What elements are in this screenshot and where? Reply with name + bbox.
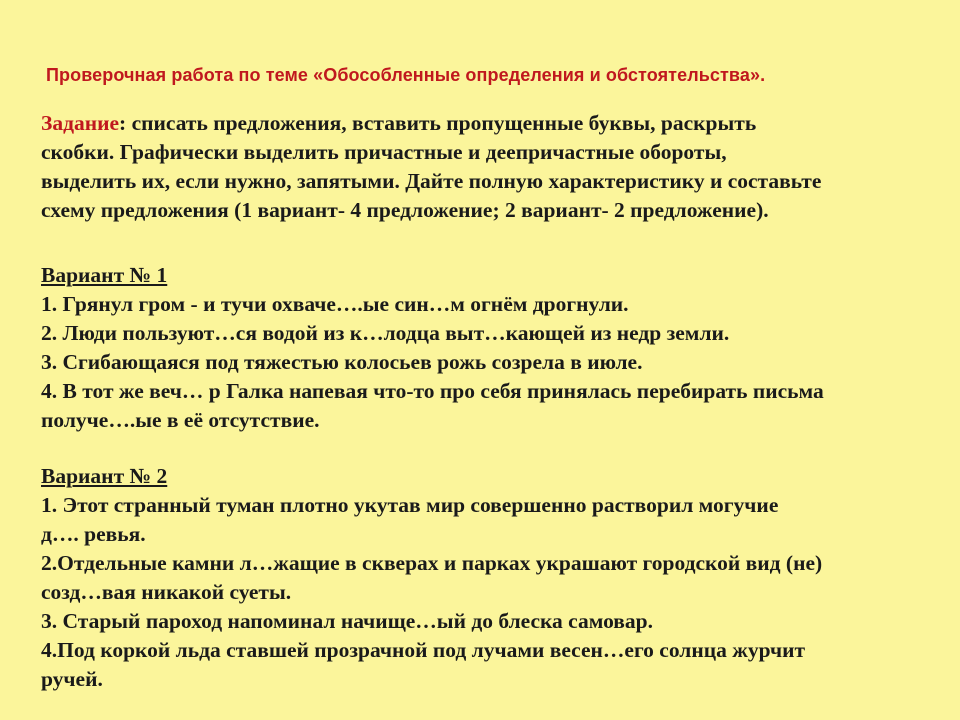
- variant-2-line: ручей.: [41, 667, 103, 691]
- variant-2-line: созд…вая никакой суеты.: [41, 580, 292, 604]
- variant-2-block: [41, 462, 931, 694]
- task-line: скобки. Графически выделить причастные и деепричастные обороты,: [41, 140, 727, 164]
- variant-1-block: [41, 261, 931, 435]
- page-title: Проверочная работа по теме «Обособленные определения и обстоятельства».: [46, 65, 766, 85]
- task-line: схему предложения (1 вариант- 4 предложение; 2 вариант- 2 предложение).: [41, 198, 769, 222]
- variant-2-line: 1. Этот странный туман плотно укутав мир совершенно растворил могучие: [41, 493, 779, 517]
- variant-2-line: 3. Старый пароход напоминал начище…ый до блеска самовар.: [41, 609, 653, 633]
- variant-2-line: 4.Под коркой льда ставшей прозрачной под лучами весен…его солнца журчит: [41, 638, 806, 662]
- task-block: [41, 109, 931, 225]
- task-text: : списать предложения, вставить пропущенные буквы, раскрыть: [119, 111, 757, 135]
- task-line: [41, 109, 931, 138]
- variant-2-line: д…. ревья.: [41, 522, 146, 546]
- variant-2-line: 2.Отдельные камни л…жащие в скверах и парках украшают городской вид (не): [41, 551, 823, 575]
- task-line: выделить их, если нужно, запятыми. Дайте полную характеристику и составьте: [41, 169, 822, 193]
- variant-1-line: 1. Грянул гром - и тучи охваче….ые син…м огнём дрогнули.: [41, 292, 629, 316]
- variant-1-line: 3. Сгибающаяся под тяжестью колосьев рожь созрела в июле.: [41, 350, 643, 374]
- variant-1-line: 2. Люди пользуют…ся водой из к…лодца выт…кающей из недр земли.: [41, 321, 730, 345]
- variant-1-line: 4. В тот же веч… р Галка напевая что-то про себя принялась перебирать письма: [41, 379, 824, 403]
- variant-1-line: получе….ые в её отсутствие.: [41, 408, 320, 432]
- variant-1-heading: Вариант № 1: [41, 263, 168, 287]
- variant-2-heading: Вариант № 2: [41, 464, 168, 488]
- task-label: Задание: [41, 111, 120, 135]
